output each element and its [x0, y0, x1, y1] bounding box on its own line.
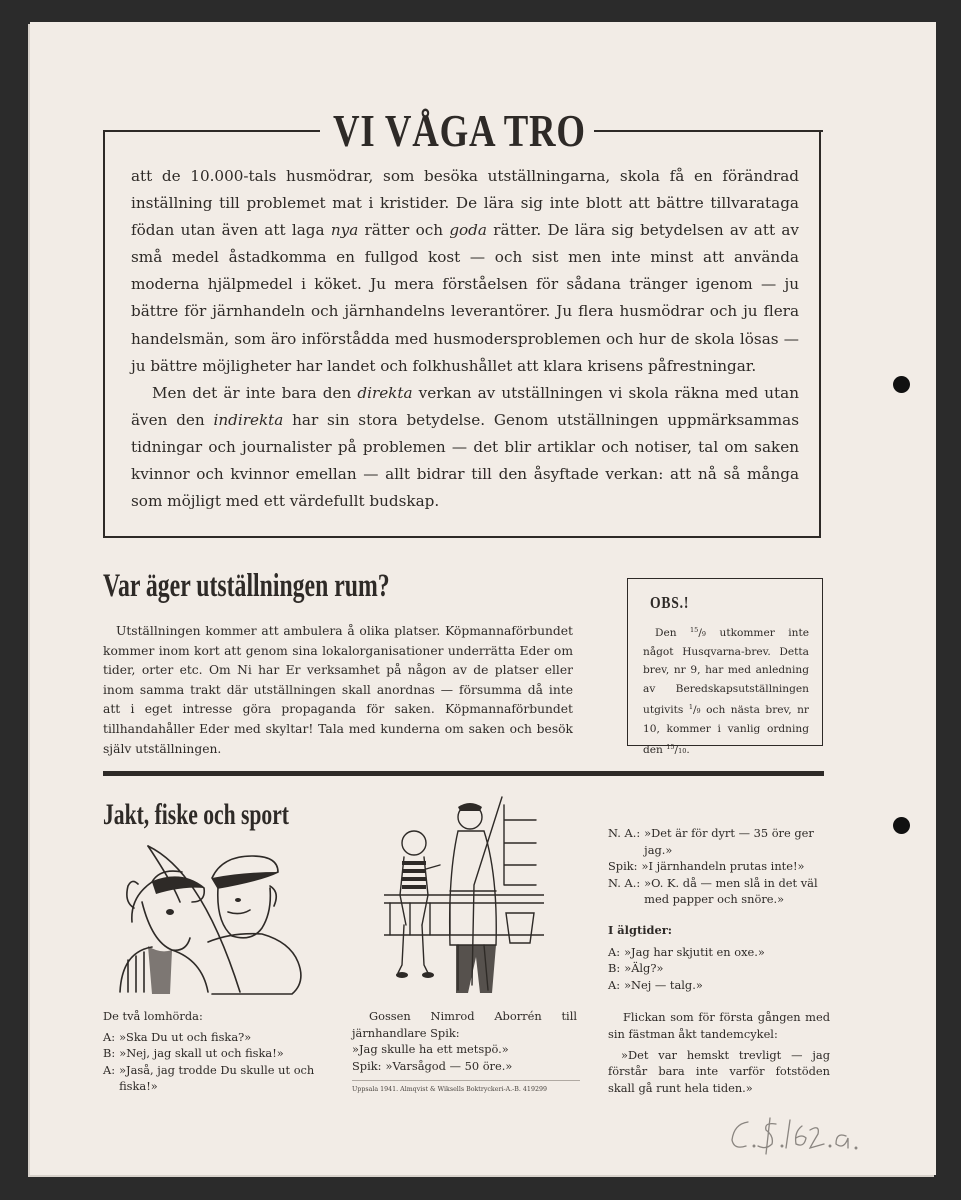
dialog-line: [608, 858, 830, 875]
joke-fishing-rod: [352, 1008, 577, 1074]
fraction-part: 10: [678, 747, 687, 756]
dialog-line: [103, 1029, 333, 1046]
text-run: har sin stora betydelse. Genom utställningen uppmärksammas tidningar och journalister på problemen — det blir artiklar och notiser, tal om saken kvinnor och kvinnor emellan — allt bidrar till den åsyftade verkan: att nå så många som möjligt med ett värdefullt budskap.: [131, 410, 799, 511]
punch-hole-icon: [893, 376, 910, 393]
boy-and-shopkeeper-illustration-icon: [384, 795, 544, 1000]
dialog-line: [608, 825, 830, 858]
where-body: Utställningen kommer att ambulera å olika platser. Köpmannaförbundet kommer inom kort att genom sina lokalorganisationer underrätta Eder om tider, orter etc. Om Ni har Er verksamhet på någon av de platser eller inom samma trakt där utställningen skall anordnas — försumma då inte att i eget intresse göra propaganda för saken. Köpmannaförbundet tillhandahåller Eder med skyltar! Tala med kunderna om saken och besök själv utställningen.: [103, 624, 573, 756]
dialog-line: [608, 944, 830, 961]
intro-text: [131, 163, 799, 515]
text-run: verkan av utställningen vi skola räkna med utan även den: [131, 383, 799, 429]
where-text: [103, 622, 573, 759]
dialog-line: [608, 960, 830, 977]
dialog-text: »Varsågod — 50 öre.»: [385, 1058, 513, 1073]
text-run: Den: [655, 627, 691, 639]
emphasis-text: indirekta: [213, 410, 284, 429]
dialog-text: »Nej, jag skall ut och fiska!»: [119, 1046, 284, 1061]
dialog-text: »Det är för dyrt — 35 öre ger jag.»: [644, 826, 814, 857]
text-run: rätter. De lära sig betydelsen av att av små medel åstadkomma en fullgod kost — och sist men inte minst att använda moderna hjälpmedel i köket. Ju mera förståelsen för sådana tränger igenom — ju bättre för järnhandeln och järnhandelns leverantörer. Ju flera husmödrar och ju flera handelsmän, som äro införstådda med husmodersproblemen och hur de skola lösas — ju bättre möjligheter har landet och folkhushållet att klara krisens påfrestningar.: [131, 221, 799, 375]
joke-intro: Flickan som för första gången med sin fästman åkt tandemcykel:: [608, 1010, 830, 1041]
speaker-label: A:: [608, 944, 621, 959]
fraction-part: 1: [688, 702, 693, 711]
speaker-label: A:: [608, 977, 621, 992]
fraction-part: 15: [666, 743, 675, 752]
text-run: rätter och: [358, 221, 450, 240]
dialog-line: [352, 1058, 577, 1075]
text-run: och nästa brev, nr 10, kommer i vanlig ordning den: [643, 703, 809, 757]
fraction-part: 9: [696, 706, 701, 715]
handwritten-archive-note-icon: [728, 1114, 878, 1156]
intro-paragraph: [131, 380, 799, 515]
speaker-label: B:: [608, 961, 621, 976]
dialog-text: »Jag skulle ha ett metspö.»: [352, 1042, 509, 1057]
emphasis-text: direkta: [357, 383, 413, 402]
dialog-text: »O. K. då — men slå in det väl med papper och snöre.»: [644, 875, 818, 907]
speaker-label: A:: [103, 1029, 116, 1044]
speaker-label: Spik:: [608, 859, 638, 874]
speaker-label: Spik:: [352, 1058, 382, 1073]
dialog-text: »Jag har skjutit en oxe.»: [624, 944, 765, 959]
joke-fishing-rod-continued: [608, 825, 830, 1096]
where-heading: Var äger utställningen rum?: [103, 568, 390, 604]
joke-heading: I älgtider:: [608, 922, 672, 937]
text-run: utkommer inte något Husqvarna-brev. Detta brev, nr 9, har med anledning av Beredskapsutställningen utgivits: [643, 627, 809, 716]
intro-paragraph: [131, 163, 799, 380]
dialog-line: [103, 1045, 333, 1062]
dialog-line: [608, 977, 830, 994]
joke-quote: »Det var hemskt trevligt — jag förstår bara inte varför fotstöden skall gå runt hela tiden.»: [608, 1047, 830, 1095]
text-run: /: [698, 627, 702, 639]
dialog-text: »Ska Du ut och fiska?»: [119, 1029, 252, 1044]
punch-hole-icon: [893, 817, 910, 834]
dialog-text: »I järnhandeln prutas inte!»: [641, 859, 805, 874]
joke-intro: De två lomhörda:: [103, 1009, 203, 1023]
dialog-line: [103, 1062, 333, 1095]
dialog-text: »Nej — talg.»: [624, 977, 703, 992]
joke-intro: Gossen Nimrod Aborrén till järnhandlare Spik:: [352, 1009, 577, 1040]
text-run: /: [674, 744, 679, 757]
text-run: .: [686, 744, 690, 757]
text-run: att de 10.000-tals husmödrar, som besöka utställningarna, skola få en förändrad inställning till problemet mat i kristider. De lära sig inte blott att bättre tillvaratagа födan utan även att laga: [131, 167, 799, 240]
fraction-part: 9: [701, 630, 707, 638]
speaker-label: N. A.:: [608, 875, 641, 890]
dialog-text: »Jaså, jag trodde Du skulle ut och fiska!»: [119, 1062, 315, 1094]
speaker-label: N. A.:: [608, 826, 641, 840]
obs-title: OBS.!: [650, 593, 690, 612]
emphasis-text: nya: [330, 221, 359, 240]
obs-notice-box: [627, 578, 823, 757]
printer-imprint: Uppsala 1941. Almqvist & Wiksells Boktryckeri-A.-B. 419299: [352, 1080, 580, 1093]
dialog-line: [608, 875, 830, 908]
text-run: /: [692, 703, 697, 716]
dialog-text: »Älg?»: [624, 961, 664, 976]
speaker-label: B:: [103, 1046, 116, 1061]
obs-body: [643, 621, 809, 760]
obs-text: [643, 621, 809, 760]
text-run: Men det är inte bara den: [152, 383, 358, 402]
section-divider: [103, 771, 824, 776]
speaker-label: A:: [103, 1062, 116, 1077]
sport-heading: Jakt, fiske och sport: [103, 798, 290, 831]
emphasis-text: goda: [449, 221, 487, 240]
joke-deaf-fishermen: [103, 1008, 333, 1095]
two-fishermen-illustration-icon: [112, 842, 312, 998]
dialog-line: [352, 1041, 577, 1058]
fraction-part: 15: [690, 626, 699, 634]
page-title: VI VÅGA TRO: [333, 105, 586, 156]
